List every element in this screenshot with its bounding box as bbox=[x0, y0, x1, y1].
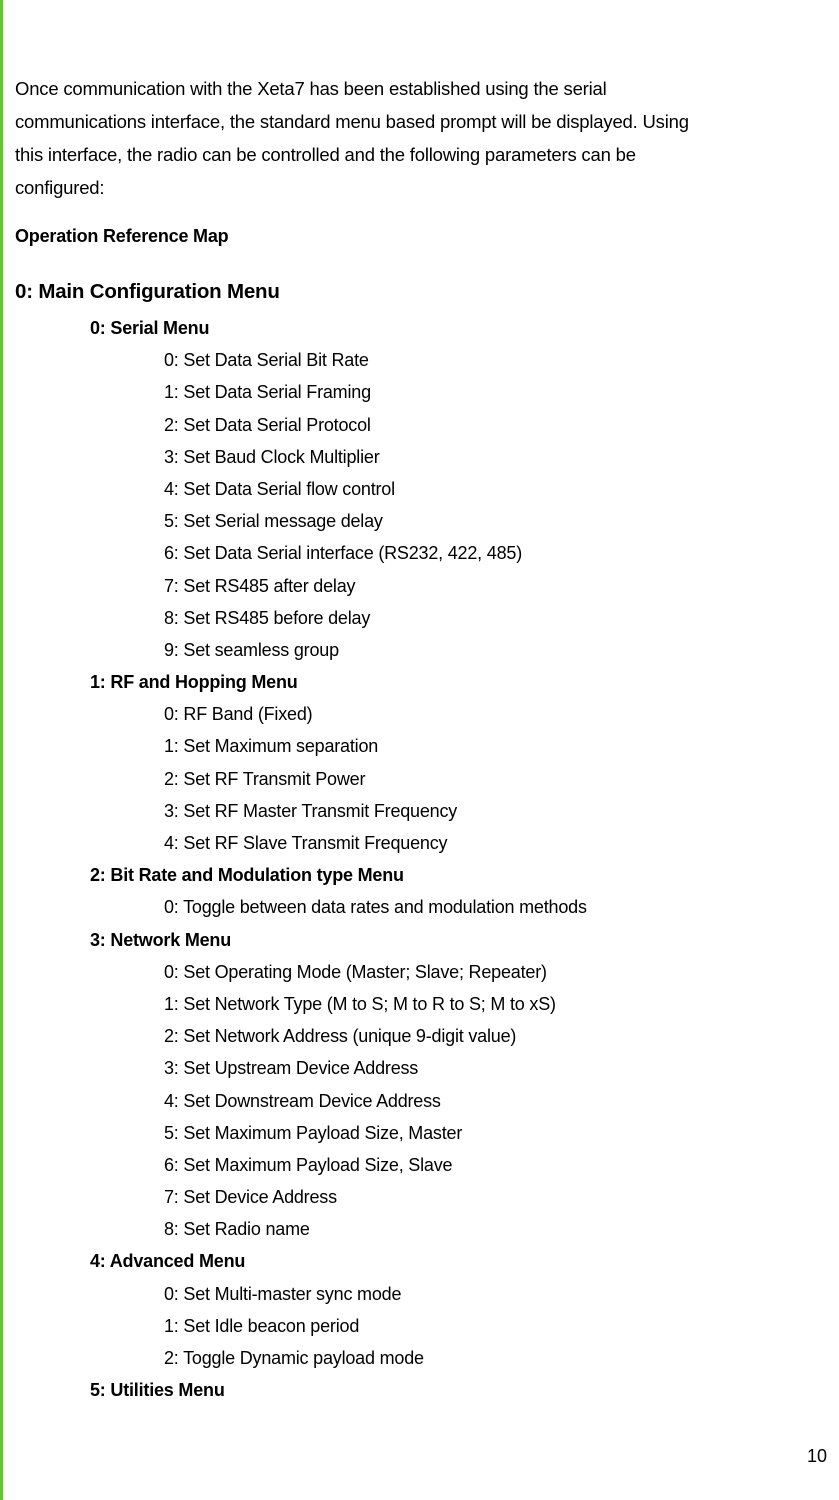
page-number: 10 bbox=[806, 1446, 827, 1466]
menu-option: 5: Set Maximum Payload Size, Master bbox=[164, 1122, 463, 1143]
menu-option: 4: Set Downstream Device Address bbox=[164, 1090, 441, 1111]
menu-option: 3: Set Upstream Device Address bbox=[164, 1058, 419, 1079]
submenu-heading: 4: Advanced Menu bbox=[90, 1251, 246, 1272]
intro-line: communications interface, the standard menu based prompt will be displayed. Using bbox=[15, 111, 689, 132]
menu-option: 0: Toggle between data rates and modulation methods bbox=[164, 897, 587, 918]
menu-option: 1: Set Maximum separation bbox=[164, 736, 379, 757]
menu-option: 7: Set RS485 after delay bbox=[164, 575, 356, 596]
main-menu-heading: 0: Main Configuration Menu bbox=[15, 280, 280, 303]
menu-option: 4: Set Data Serial flow control bbox=[164, 478, 395, 499]
menu-option: 1: Set Idle beacon period bbox=[164, 1315, 360, 1336]
menu-option: 5: Set Serial message delay bbox=[164, 511, 383, 532]
menu-option: 0: Set Data Serial Bit Rate bbox=[164, 350, 369, 371]
menu-option: 2: Set Network Address (unique 9-digit value) bbox=[164, 1026, 517, 1047]
menu-option: 2: Toggle Dynamic payload mode bbox=[164, 1348, 424, 1368]
menu-option: 7: Set Device Address bbox=[164, 1187, 337, 1208]
menu-option: 0: Set Multi-master sync mode bbox=[164, 1283, 402, 1304]
submenu-heading: 5: Utilities Menu bbox=[90, 1380, 225, 1401]
menu-option: 6: Set Data Serial interface (RS232, 422, 485) bbox=[164, 543, 523, 564]
menu-option: 6: Set Maximum Payload Size, Slave bbox=[164, 1154, 453, 1175]
intro-line: Once communication with the Xeta7 has been established using the serial bbox=[15, 78, 607, 99]
menu-option: 2: Set Data Serial Protocol bbox=[164, 414, 371, 435]
submenu-heading: 0: Serial Menu bbox=[90, 318, 210, 338]
menu-option: 1: Set Network Type (M to S; M to R to S; M to xS) bbox=[164, 993, 556, 1014]
intro-paragraph bbox=[15, 72, 815, 204]
menu-option: 4: Set RF Slave Transmit Frequency bbox=[164, 833, 448, 853]
menu-option: 8: Set RS485 before delay bbox=[164, 607, 371, 628]
menu-tree bbox=[0, 312, 839, 1406]
intro-line: this interface, the radio can be controlled and the following parameters can be bbox=[15, 144, 636, 165]
menu-option: 0: RF Band (Fixed) bbox=[164, 704, 313, 725]
intro-line: configured: bbox=[15, 177, 105, 198]
menu-option: 3: Set RF Master Transmit Frequency bbox=[164, 800, 458, 821]
menu-option: 0: Set Operating Mode (Master; Slave; Repeater) bbox=[164, 961, 547, 982]
menu-option: 1: Set Data Serial Framing bbox=[164, 382, 371, 403]
submenu-heading: 3: Network Menu bbox=[90, 929, 232, 950]
reference-heading: Operation Reference Map bbox=[15, 226, 229, 246]
menu-option: 2: Set RF Transmit Power bbox=[164, 768, 366, 789]
menu-option: 9: Set seamless group bbox=[164, 639, 339, 660]
submenu-heading: 1: RF and Hopping Menu bbox=[90, 672, 298, 693]
menu-option: 8: Set Radio name bbox=[164, 1219, 310, 1240]
submenu-heading: 2: Bit Rate and Modulation type Menu bbox=[90, 865, 404, 886]
menu-option: 3: Set Baud Clock Multiplier bbox=[164, 446, 380, 467]
